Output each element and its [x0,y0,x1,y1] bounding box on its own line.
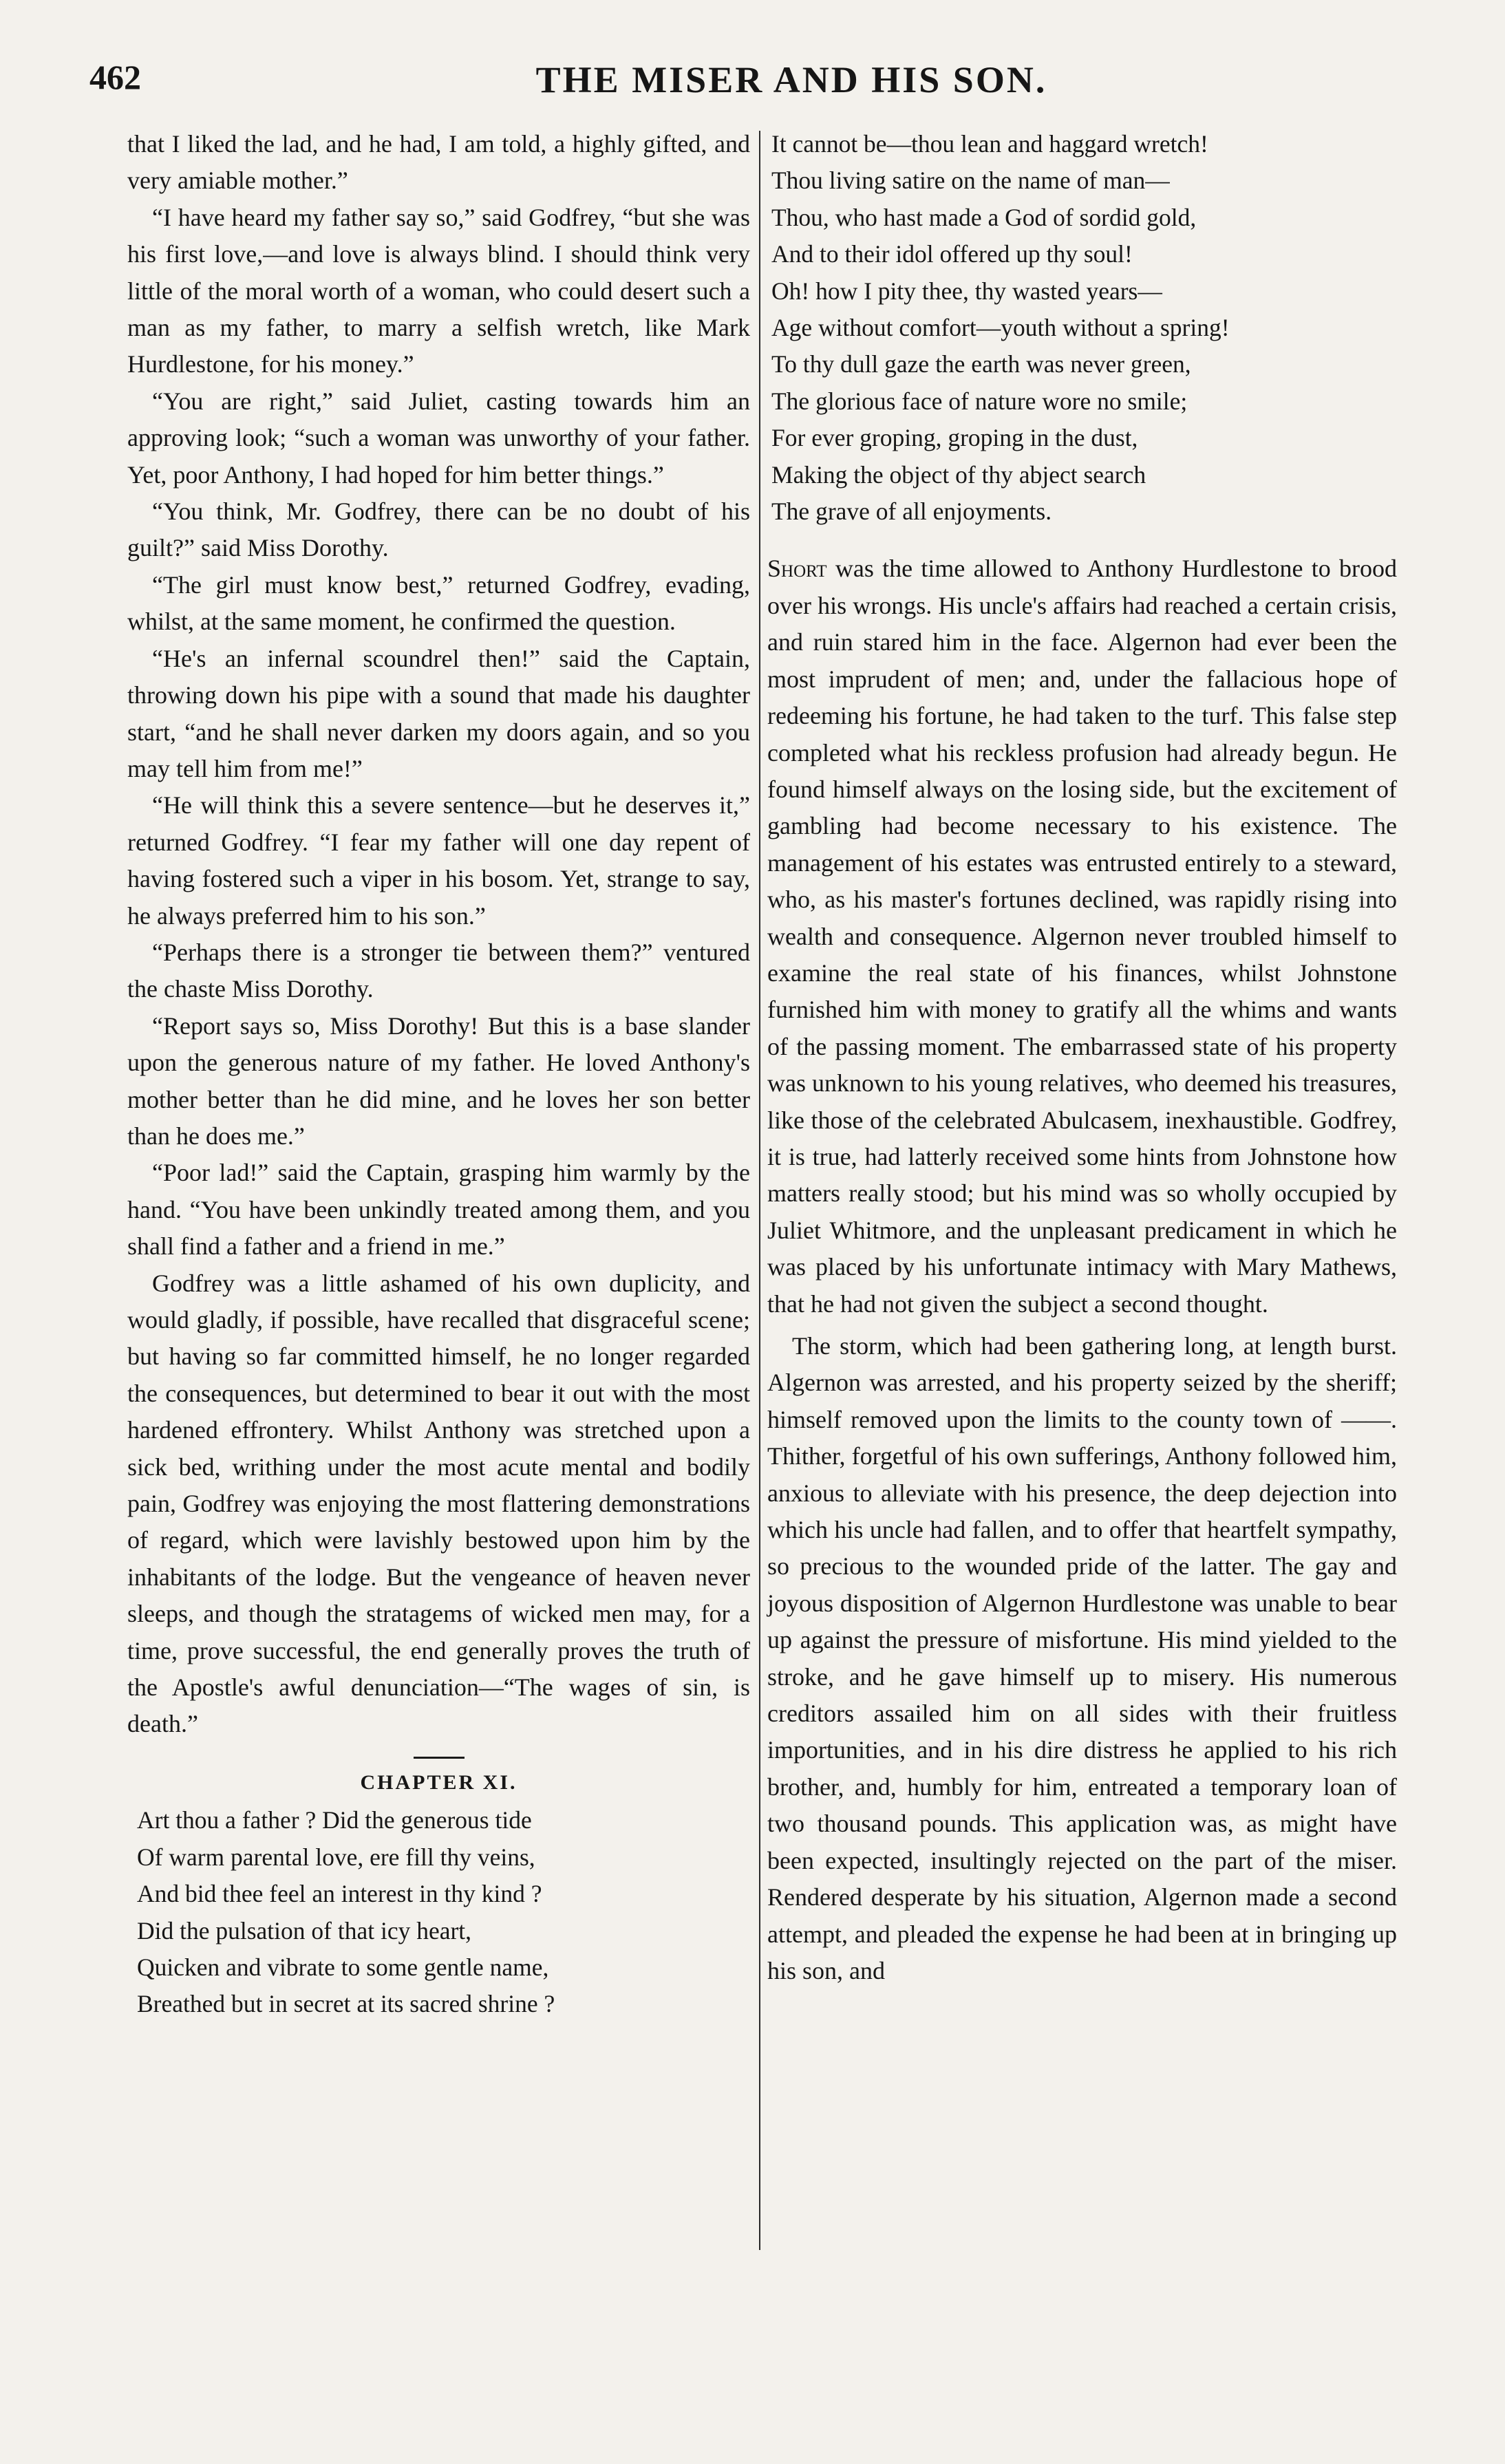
chapter-heading: CHAPTER XI. [360,1770,517,1794]
running-title: THE MISER AND HIS SON. [535,59,1047,100]
paragraph: “You think, Mr. Godfrey, there can be no doubt of his guilt?” said Miss Dorothy. [127,497,750,562]
verse-line: To thy dull gaze the earth was never green, [771,350,1191,378]
paragraph: “Perhaps there is a stronger tie between them?” ventured the chaste Miss Dorothy. [127,938,750,1003]
verse-line: Breathed but in secret at its sacred shrine ? [137,1990,555,2018]
chapter-rule [414,1757,465,1759]
verse-line: Did the pulsation of that icy heart, [137,1916,472,1945]
verse-line: Thou, who hast made a God of sordid gold, [771,203,1197,231]
page-header [89,52,1424,114]
paragraph: “I have heard my father say so,” said Godfrey, “but she was his first love,—and love is always blind. I should think very little of the moral worth of a woman, who could desert such a man as my father, to marry a selfish wretch, like Mark Hurdlestone, for his money.” [127,203,750,378]
opening-word: Short [767,555,827,583]
verse-line: The grave of all enjoyments. [771,497,1052,526]
paragraph: The storm, which had been gathering long, at length burst. Algernon was arrested, and his property seized by the sheriff; himself removed upon the limits to the county town of ——. Thither, forgetful of his own sufferings, Anthony followed him, anxious to alleviate with his presence, the deep dejection into which his uncle had fallen, and to offer that heartfelt sympathy, so precious to the wounded pride of the latter. The gay and joyous disposition of Algernon Hurdlestone was unable to bear up against the pressure of misfortune. His mind yielded to the stroke, and he gave himself up to misery. His numerous creditors assailed him on all sides with their fruitless importunities, and in his dire distress he applied to his rich brother, and, humbly for him, entreated a temporary loan of two thousand pounds. This application was, as might have been expected, insultingly rejected on the part of the miser. Rendered desperate by his situation, Algernon made a second attempt, and pleaded the expense he had been at in bringing up his son, and [767,1332,1397,1984]
verse-line: Age without comfort—youth without a spring! [771,314,1230,342]
paragraph: that I liked the lad, and he had, I am told, a highly gifted, and very amiable mother.” [127,130,750,195]
epigraph-verse [137,1802,750,2022]
paragraph: Godfrey was a little ashamed of his own duplicity, and would gladly, if possible, have recalled that disgraceful scene; but having so far committed himself, he no longer regarded the consequences, but determined to bear it out with the most hardened effrontery. Whilst Anthony was stretched upon a sick bed, writhing under the most acute mental and bodily pain, Godfrey was enjoying the most flattering demonstrations of regard, which were lavishly bestowed upon him by the inhabitants of the lodge. But the vengeance of heaven never sleeps, and though the stratagems of wicked men may, for a time, prove successful, the end generally proves the truth of the Apostle's awful denunciation—“The wages of sin, is death.” [127,1269,750,1738]
verse-line: And to their idol offered up thy soul! [771,240,1133,268]
verse-line: For ever groping, groping in the dust, [771,424,1138,452]
paragraph: “He's an infernal scoundrel then!” said the Captain, throwing down his pipe with a sound that made his daughter start, “and he shall never darken my doors again, and so you may tell him from me!” [127,644,750,782]
paragraph: “He will think this a severe sentence—but he deserves it,” returned Godfrey. “I fear my father will one day repent of having fostered such a viper in his bosom. Yet, strange to say, he always preferred him to his son.” [127,791,750,930]
paragraph: “Poor lad!” said the Captain, grasping him warmly by the hand. “You have been unkindly treated among them, and you shall find a father and a friend in me.” [127,1159,750,1261]
right-column [767,126,1397,1989]
verse-line: Quicken and vibrate to some gentle name, [137,1953,549,1981]
verse-line: Oh! how I pity thee, thy wasted years— [771,277,1162,305]
epigraph-verse-continued [771,126,1397,530]
page-number: 462 [89,58,141,96]
verse-line: Of warm parental love, ere fill thy veins, [137,1843,535,1871]
paragraph: “The girl must know best,” returned Godfrey, evading, whilst, at the same moment, he confirmed the question. [127,570,750,636]
paragraph: “Report says so, Miss Dorothy! But this is a base slander upon the generous nature of my father. He loved Anthony's mother better than he did mine, and he loves her son better than he does me.” [127,1011,750,1150]
verse-line: It cannot be—thou lean and haggard wretch! [771,130,1208,158]
column-divider [759,131,760,2250]
verse-line: The glorious face of nature wore no smile; [771,387,1188,415]
paragraph-text: was the time allowed to Anthony Hurdlestone to brood over his wrongs. His uncle's affairs had reached a certain crisis, and ruin stared him in the face. Algernon had ever been the most imprudent of men; and, under the fallacious hope of redeeming his fortune, he had taken to the turf. This false step completed what his reckless profusion had already begun. He found himself always on the losing side, but the excitement of gambling had become necessary to his existence. The management of his estates was entrusted entirely to a steward, who, as his master's fortunes declined, was rapidly rising into wealth and consequence. Algernon never troubled himself to examine the real state of his finances, whilst Johnstone furnished him with money to gratify all the whims and wants of the passing moment. The embarrassed state of his property was unknown to his young relatives, who deemed his treasures, like those of the celebrated Abulcasem, inexhaustible. Godfrey, it is true, had latterly received some hints from Johnstone how matters really stood; but his mind was so wholly occupied by Juliet Whitmore, and the unpleasant predicament in which he was placed by his unfortunate intimacy with Mary Mathews, that he had not given the subject a second thought. [767,555,1397,1318]
verse-line: Thou living satire on the name of man— [771,167,1170,195]
verse-line: And bid thee feel an interest in thy kind ? [137,1880,542,1908]
paragraph: “You are right,” said Juliet, casting towards him an approving look; “such a woman was unworthy of your father. Yet, poor Anthony, I had hoped for him better things.” [127,387,750,489]
verse-line: Making the object of thy abject search [771,460,1146,489]
left-column [127,126,750,2023]
chapter-opening-paragraph [767,550,1397,1322]
verse-line: Art thou a father ? Did the generous tide [137,1806,532,1834]
